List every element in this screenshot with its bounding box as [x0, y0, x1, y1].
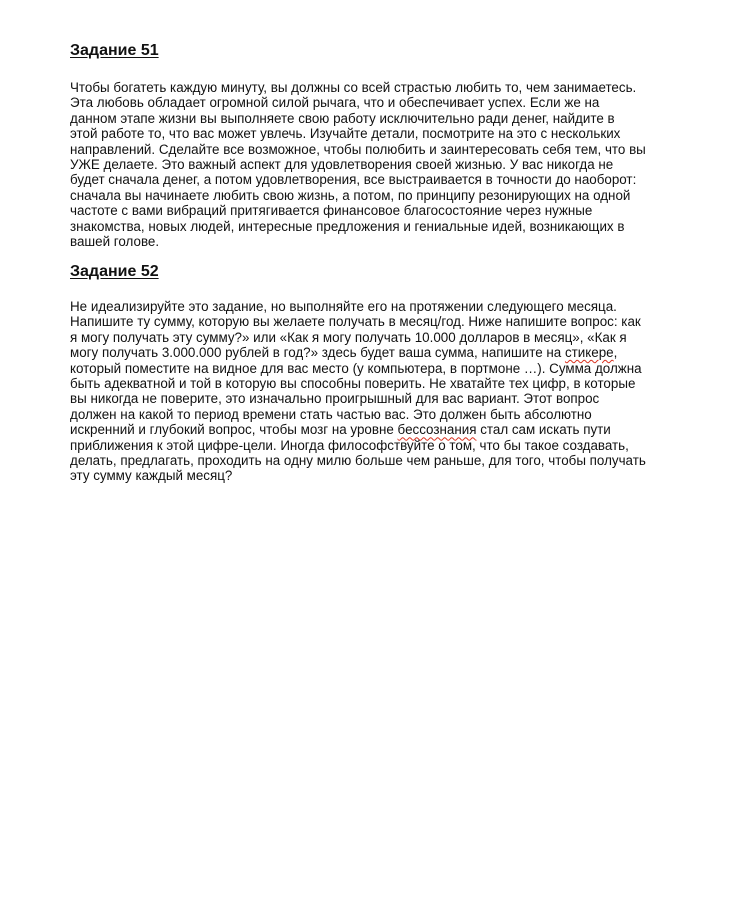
task-51-paragraph [70, 80, 680, 249]
task-52-line: эту сумму каждый месяц? [70, 468, 233, 484]
task-52-heading: Задание 52 [70, 263, 159, 280]
task-52-line: Напишите ту сумму, которую вы желаете получать в месяц/год. Ниже напишите вопрос: как [70, 314, 641, 330]
task-52-line-text: могу получать 3.000.000 рублей в год?» здесь будет ваша сумма, напишите на [70, 345, 565, 361]
misspelled-word[interactable]: стикере [564, 345, 614, 361]
task-52-line: который поместите на видное для вас место (у компьютера, в портмоне …). Сумма должна [70, 360, 642, 376]
task-52-line-text: искренний и глубокий вопрос, чтобы мозг на уровне [70, 422, 398, 438]
task-51-line: сначала вы начинаете любить свою жизнь, а потом, по принципу резонирующих на одной [70, 187, 631, 203]
task-52-line: Не идеализируйте это задание, но выполняйте его на протяжении следующего месяца. [70, 299, 617, 314]
task-52-line: быть адекватной и той в которую вы способны поверить. Не хватайте тех цифр, в которые [70, 376, 636, 392]
task-52-line: приближения к этой цифре-цели. Иногда философствуйте о том, что бы такое создавать, [70, 437, 629, 453]
task-51-line: частоте с вами вибраций притягивается финансовое благосостояние через нужные [70, 203, 593, 219]
task-51-line: данном этапе жизни вы выполняете свою работу исключительно ради денег, найдите в [70, 110, 615, 126]
task-52-paragraph [70, 299, 680, 484]
task-51-line: Чтобы богатеть каждую минуту, вы должны со всей страстью любить то, чем занимаетесь. [70, 80, 637, 95]
task-51-line: направлений. Сделайте все возможное, чтобы полюбить и заинтересовать себя тем, что вы [70, 141, 646, 157]
task-52-line [70, 422, 680, 437]
task-52-line: делать, предлагать, проходить на одну милю больше чем раньше, для того, чтобы получать [70, 453, 646, 469]
misspelled-word[interactable]: бессознания [397, 422, 477, 438]
task-52-line [70, 345, 680, 360]
task-52-line-text: стал сам искать пути [476, 422, 611, 438]
task-52-line: вы никогда не поверите, это изначально проигрышный для вас вариант. Этот вопрос [70, 391, 600, 407]
task-52-line-text: , [613, 345, 618, 361]
task-51-line: УЖЕ делаете. Это важный аспект для удовлетворения своей жизнью. У вас никогда не [70, 157, 614, 173]
task-51-line: вашей голове. [70, 234, 160, 250]
task-51-heading: Задание 51 [70, 42, 159, 59]
task-51-line: знакомства, новых людей, интересные предложения и гениальные идей, возникающих в [70, 218, 625, 234]
task-52-line: я могу получать эту сумму?» или «Как я могу получать 10.000 долларов в месяц», «Как я [70, 329, 627, 345]
task-51-line: будет сначала денег, а потом удовлетворения, все выстраивается в точности до наоборот: [70, 172, 637, 188]
task-52-line: должен на какой то период времени стать частью вас. Это должен быть абсолютно [70, 406, 592, 422]
task-51-line: этой работе то, что вас может увлечь. Изучайте детали, посмотрите на это с нескольких [70, 126, 621, 142]
task-51-line: Эта любовь обладает огромной силой рычага, что и обеспечивает успех. Если же на [70, 95, 600, 111]
